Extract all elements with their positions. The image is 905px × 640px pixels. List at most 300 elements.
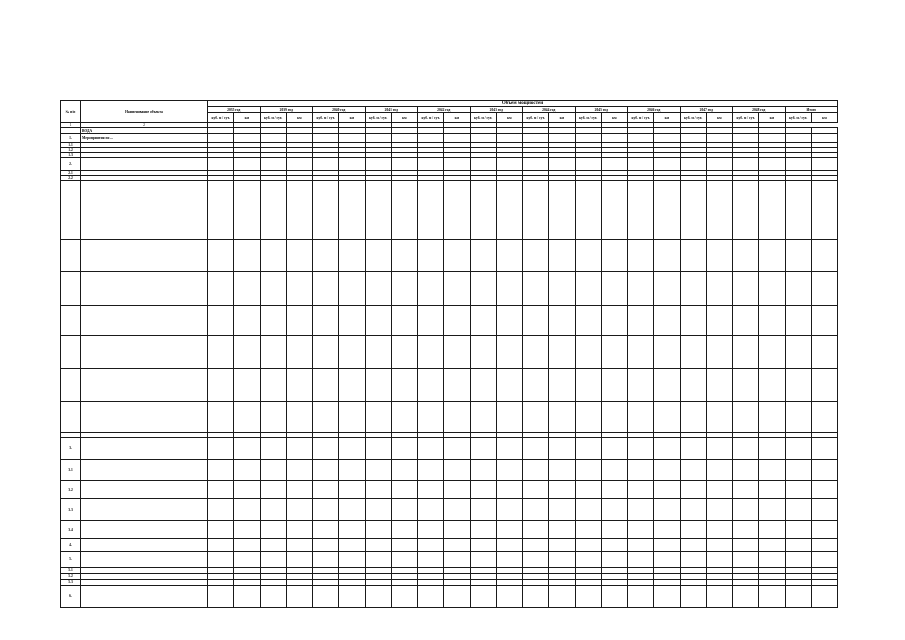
- data-cell: [313, 336, 339, 369]
- data-cell: [365, 551, 391, 567]
- data-cell: [365, 239, 391, 271]
- data-cell: [549, 551, 575, 567]
- data-cell: [444, 401, 470, 432]
- data-cell: [628, 271, 654, 305]
- header-unit-km: км: [339, 113, 365, 123]
- header-year: 2040 год: [313, 107, 366, 113]
- row-object-name: [81, 336, 208, 369]
- data-cell: [680, 336, 706, 369]
- data-cell: [549, 401, 575, 432]
- data-cell: [759, 551, 785, 567]
- data-cell: [601, 437, 627, 459]
- data-cell: [575, 181, 601, 239]
- data-cell: [706, 437, 732, 459]
- table-row: [61, 369, 838, 401]
- data-cell: [339, 551, 365, 567]
- data-cell: [654, 134, 680, 143]
- data-cell: [654, 401, 680, 432]
- data-cell: [260, 158, 286, 171]
- data-cell: [785, 271, 811, 305]
- data-cell: [759, 306, 785, 336]
- data-cell: [680, 369, 706, 401]
- data-cell: [234, 401, 260, 432]
- data-cell: [680, 539, 706, 551]
- data-cell: [680, 181, 706, 239]
- data-cell: [549, 585, 575, 607]
- data-cell: [286, 437, 312, 459]
- data-cell: [680, 437, 706, 459]
- data-cell: [601, 181, 627, 239]
- data-cell: [391, 499, 417, 521]
- data-cell: [654, 437, 680, 459]
- data-cell: [444, 336, 470, 369]
- data-cell: [470, 336, 496, 369]
- data-cell: [365, 369, 391, 401]
- data-cell: [260, 239, 286, 271]
- data-cell: [470, 539, 496, 551]
- table-row: [61, 181, 838, 239]
- data-cell: [706, 239, 732, 271]
- data-cell: [365, 401, 391, 432]
- row-number: 5.3: [61, 579, 81, 585]
- data-cell: [260, 585, 286, 607]
- data-cell: [654, 181, 680, 239]
- data-cell: [785, 499, 811, 521]
- data-cell: [680, 134, 706, 143]
- row-number: 1.1: [61, 143, 81, 148]
- data-cell: [365, 181, 391, 239]
- data-cell: [208, 551, 234, 567]
- data-cell: [523, 437, 549, 459]
- header-name: Наименование объекта: [81, 101, 208, 123]
- data-cell: [628, 306, 654, 336]
- data-cell: [470, 158, 496, 171]
- row-number: 1.2: [61, 148, 81, 153]
- data-cell: [706, 134, 732, 143]
- row-number: 3.3: [61, 499, 81, 521]
- data-cell: [496, 158, 522, 171]
- data-cell: [339, 585, 365, 607]
- data-cell: [313, 499, 339, 521]
- header-volume-title: Объем мощностей: [208, 101, 838, 107]
- header-unit-km: км: [601, 113, 627, 123]
- data-cell: [339, 306, 365, 336]
- data-cell: [549, 271, 575, 305]
- data-cell: [208, 481, 234, 499]
- header-unit-volume: куб. м / сут.: [680, 113, 706, 123]
- data-cell: [680, 499, 706, 521]
- table-row: [61, 239, 838, 271]
- data-cell: [260, 181, 286, 239]
- data-cell: [785, 369, 811, 401]
- data-cell: [811, 271, 837, 305]
- data-cell: [496, 336, 522, 369]
- data-cell: [470, 521, 496, 539]
- data-cell: [706, 551, 732, 567]
- data-cell: [523, 336, 549, 369]
- data-cell: [785, 239, 811, 271]
- data-cell: [575, 306, 601, 336]
- data-cell: [418, 271, 444, 305]
- data-cell: [313, 134, 339, 143]
- data-cell: [811, 401, 837, 432]
- data-cell: [391, 134, 417, 143]
- data-cell: [444, 459, 470, 480]
- data-cell: [234, 551, 260, 567]
- data-cell: [286, 158, 312, 171]
- data-cell: [575, 336, 601, 369]
- row-number: 3.1: [61, 459, 81, 480]
- data-cell: [628, 499, 654, 521]
- header-unit-volume: куб. м / сут.: [365, 113, 391, 123]
- data-cell: [260, 539, 286, 551]
- data-cell: [759, 539, 785, 551]
- data-cell: [496, 481, 522, 499]
- data-cell: [286, 401, 312, 432]
- data-cell: [759, 481, 785, 499]
- data-cell: [418, 539, 444, 551]
- data-cell: [286, 271, 312, 305]
- data-cell: [628, 585, 654, 607]
- data-cell: [286, 551, 312, 567]
- row-object-name: [81, 585, 208, 607]
- data-cell: [601, 158, 627, 171]
- header-unit-volume: куб. м / сут.: [313, 113, 339, 123]
- data-cell: [811, 499, 837, 521]
- data-cell: [286, 369, 312, 401]
- data-cell: [496, 134, 522, 143]
- data-cell: [733, 181, 759, 239]
- row-object-name: ВОДА: [81, 128, 208, 134]
- data-cell: [785, 181, 811, 239]
- table-row: [61, 158, 838, 171]
- data-cell: [234, 134, 260, 143]
- data-cell: [418, 306, 444, 336]
- data-cell: [496, 369, 522, 401]
- data-cell: [706, 336, 732, 369]
- data-cell: [208, 521, 234, 539]
- data-cell: [759, 336, 785, 369]
- header-year: 2035 год: [208, 107, 261, 113]
- data-cell: [208, 336, 234, 369]
- header-year: 2047 год: [680, 107, 733, 113]
- data-cell: [811, 336, 837, 369]
- data-cell: [234, 271, 260, 305]
- data-cell: [549, 336, 575, 369]
- data-cell: [208, 459, 234, 480]
- data-cell: [496, 585, 522, 607]
- table-row: [61, 437, 838, 459]
- header-unit-volume: куб. м / сут.: [733, 113, 759, 123]
- data-cell: [470, 271, 496, 305]
- header-year: 2048 год: [733, 107, 786, 113]
- data-cell: [733, 481, 759, 499]
- data-cell: [260, 499, 286, 521]
- header-unit-km: км: [811, 113, 837, 123]
- data-cell: [313, 369, 339, 401]
- data-cell: [418, 336, 444, 369]
- data-cell: [313, 585, 339, 607]
- header-unit-volume: куб. м / сут.: [575, 113, 601, 123]
- data-cell: [313, 306, 339, 336]
- data-cell: [706, 481, 732, 499]
- data-cell: [391, 585, 417, 607]
- data-cell: [785, 401, 811, 432]
- data-cell: [418, 134, 444, 143]
- table-row: [61, 459, 838, 480]
- data-cell: [575, 499, 601, 521]
- data-cell: [339, 401, 365, 432]
- data-cell: [208, 585, 234, 607]
- data-cell: [733, 499, 759, 521]
- data-cell: [654, 499, 680, 521]
- data-cell: [260, 134, 286, 143]
- data-cell: [208, 181, 234, 239]
- data-cell: [811, 306, 837, 336]
- data-cell: [260, 401, 286, 432]
- data-cell: [549, 158, 575, 171]
- data-cell: [628, 336, 654, 369]
- data-cell: [549, 306, 575, 336]
- data-cell: [575, 437, 601, 459]
- data-cell: [680, 158, 706, 171]
- data-cell: [601, 551, 627, 567]
- data-cell: [418, 239, 444, 271]
- data-cell: [286, 585, 312, 607]
- data-cell: [523, 499, 549, 521]
- header-unit-km: км: [444, 113, 470, 123]
- data-cell: [391, 539, 417, 551]
- data-cell: [733, 437, 759, 459]
- header-unit-km: км: [706, 113, 732, 123]
- data-cell: [234, 585, 260, 607]
- data-cell: [444, 134, 470, 143]
- data-cell: [234, 521, 260, 539]
- data-cell: [418, 459, 444, 480]
- table-row: [61, 481, 838, 499]
- data-cell: [811, 437, 837, 459]
- table-row: [61, 336, 838, 369]
- row-number: 6.: [61, 585, 81, 607]
- data-cell: [260, 551, 286, 567]
- data-cell: [628, 521, 654, 539]
- data-cell: [470, 134, 496, 143]
- data-cell: [339, 134, 365, 143]
- row-number: [61, 181, 81, 239]
- data-cell: [444, 158, 470, 171]
- data-cell: [733, 459, 759, 480]
- data-cell: [733, 521, 759, 539]
- data-cell: [654, 539, 680, 551]
- data-cell: [496, 459, 522, 480]
- row-number: [61, 401, 81, 432]
- table-row: [61, 134, 838, 143]
- row-number: 5.2: [61, 573, 81, 579]
- row-number: 3.: [61, 437, 81, 459]
- data-cell: [759, 271, 785, 305]
- data-cell: [286, 306, 312, 336]
- header-year: 2045 год: [575, 107, 628, 113]
- row-object-name: [81, 551, 208, 567]
- data-cell: [811, 539, 837, 551]
- data-cell: [785, 539, 811, 551]
- row-number: 5.: [61, 551, 81, 567]
- data-cell: [601, 481, 627, 499]
- row-number: [61, 271, 81, 305]
- row-object-name: [81, 437, 208, 459]
- row-object-name: [81, 369, 208, 401]
- data-cell: [628, 369, 654, 401]
- data-cell: [418, 369, 444, 401]
- header-unit-km: км: [391, 113, 417, 123]
- data-cell: [313, 401, 339, 432]
- data-cell: [654, 369, 680, 401]
- data-cell: [496, 401, 522, 432]
- data-cell: [470, 585, 496, 607]
- data-cell: [549, 369, 575, 401]
- data-cell: [759, 401, 785, 432]
- data-cell: [391, 336, 417, 369]
- data-cell: [706, 521, 732, 539]
- data-cell: [706, 271, 732, 305]
- data-cell: [601, 239, 627, 271]
- data-cell: [286, 481, 312, 499]
- data-cell: [313, 437, 339, 459]
- data-cell: [601, 134, 627, 143]
- row-number: [61, 239, 81, 271]
- data-cell: [680, 401, 706, 432]
- data-cell: [391, 437, 417, 459]
- data-cell: [260, 306, 286, 336]
- data-cell: [208, 437, 234, 459]
- data-cell: [523, 369, 549, 401]
- data-cell: [365, 585, 391, 607]
- data-cell: [496, 181, 522, 239]
- data-cell: [286, 499, 312, 521]
- data-cell: [706, 369, 732, 401]
- header-unit-km: км: [549, 113, 575, 123]
- data-cell: [339, 437, 365, 459]
- data-cell: [759, 158, 785, 171]
- column-index-cell: 1: [61, 123, 81, 128]
- data-cell: [313, 158, 339, 171]
- row-object-name: Мероприятия по ...: [81, 134, 208, 143]
- data-cell: [339, 481, 365, 499]
- header-year: Итого: [785, 107, 838, 113]
- data-cell: [628, 437, 654, 459]
- data-cell: [418, 585, 444, 607]
- data-cell: [234, 369, 260, 401]
- data-cell: [523, 239, 549, 271]
- data-cell: [706, 158, 732, 171]
- data-cell: [785, 551, 811, 567]
- row-number: 5.1: [61, 567, 81, 573]
- header-unit-volume: куб. м / сут.: [523, 113, 549, 123]
- data-cell: [470, 459, 496, 480]
- data-cell: [706, 401, 732, 432]
- data-cell: [706, 181, 732, 239]
- data-cell: [811, 369, 837, 401]
- data-cell: [496, 499, 522, 521]
- table-row: [61, 401, 838, 432]
- data-cell: [391, 271, 417, 305]
- data-cell: [313, 181, 339, 239]
- data-cell: [811, 521, 837, 539]
- data-cell: [444, 499, 470, 521]
- data-cell: [628, 239, 654, 271]
- data-cell: [706, 306, 732, 336]
- header-unit-km: км: [286, 113, 312, 123]
- data-cell: [733, 134, 759, 143]
- data-cell: [339, 539, 365, 551]
- data-cell: [444, 437, 470, 459]
- data-cell: [339, 521, 365, 539]
- data-cell: [575, 539, 601, 551]
- data-cell: [208, 239, 234, 271]
- data-cell: [523, 158, 549, 171]
- data-cell: [208, 401, 234, 432]
- data-cell: [654, 551, 680, 567]
- data-cell: [339, 181, 365, 239]
- data-cell: [654, 306, 680, 336]
- data-cell: [759, 499, 785, 521]
- data-cell: [208, 499, 234, 521]
- data-cell: [733, 401, 759, 432]
- data-cell: [575, 271, 601, 305]
- table-row: [61, 585, 838, 607]
- data-cell: [208, 134, 234, 143]
- data-cell: [575, 459, 601, 480]
- data-cell: [444, 585, 470, 607]
- data-cell: [418, 158, 444, 171]
- data-cell: [733, 336, 759, 369]
- row-object-name: [81, 539, 208, 551]
- data-cell: [549, 181, 575, 239]
- data-cell: [391, 551, 417, 567]
- data-cell: [628, 459, 654, 480]
- data-cell: [628, 481, 654, 499]
- data-cell: [365, 481, 391, 499]
- data-cell: [444, 539, 470, 551]
- row-number: 1.3: [61, 153, 81, 158]
- data-cell: [365, 306, 391, 336]
- data-cell: [470, 239, 496, 271]
- data-cell: [811, 459, 837, 480]
- data-cell: [733, 239, 759, 271]
- data-cell: [549, 481, 575, 499]
- data-cell: [286, 336, 312, 369]
- data-cell: [706, 539, 732, 551]
- data-cell: [260, 369, 286, 401]
- row-number: [61, 336, 81, 369]
- data-cell: [601, 306, 627, 336]
- header-unit-km: км: [759, 113, 785, 123]
- row-object-name: [81, 239, 208, 271]
- table-row: [61, 539, 838, 551]
- data-cell: [811, 158, 837, 171]
- data-cell: [418, 401, 444, 432]
- data-cell: [706, 585, 732, 607]
- row-number: 3.2: [61, 481, 81, 499]
- row-number: [61, 306, 81, 336]
- data-cell: [470, 306, 496, 336]
- data-cell: [628, 401, 654, 432]
- data-cell: [391, 181, 417, 239]
- data-cell: [470, 481, 496, 499]
- data-cell: [391, 521, 417, 539]
- data-cell: [575, 521, 601, 539]
- header-unit-volume: куб. м / сут.: [260, 113, 286, 123]
